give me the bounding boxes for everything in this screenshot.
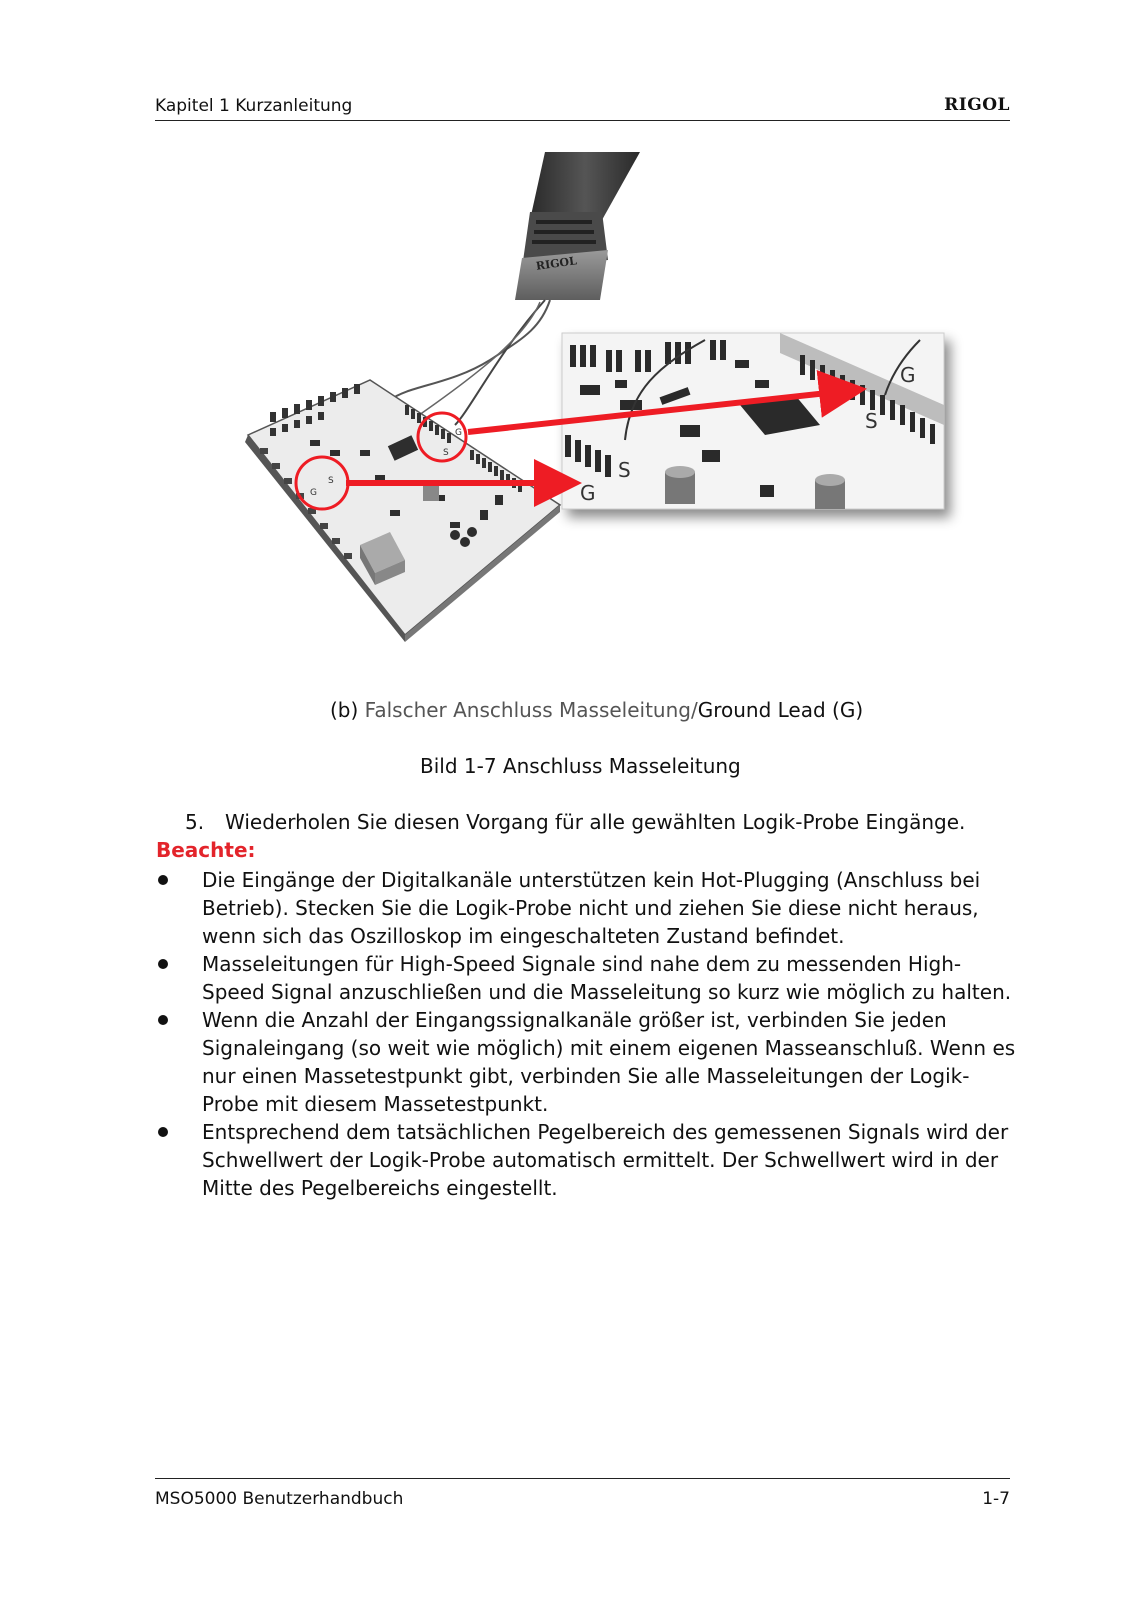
bullet-text: Masseleitungen für High-Speed Signale sind nahe dem zu messenden High-Speed Signal anzuschließen und die Masseleitung so kurz wie möglich zu halten. <box>202 952 1012 1004</box>
note-list <box>156 866 1016 1202</box>
note-title: Beachte: <box>156 838 256 862</box>
label-g-small-2: G <box>455 428 462 438</box>
bullet-text: Wenn die Anzahl der Eingangssignalkanäle größer ist, verbinden Sie jeden Signaleingang (so weit wie möglich) mit einem eigenen Masseanschluß. Wenn es nur einen Massetestpunkt gibt, verbinden Sie alle Masseleitungen der Logik-Probe mit diesem Massetestpunkt. <box>202 1008 1016 1116</box>
list-item <box>156 1006 1016 1118</box>
label-g-small-1: G <box>310 488 317 498</box>
bullet-icon <box>158 875 168 885</box>
label-s-small-2: S <box>443 448 449 458</box>
page-footer <box>155 1478 1010 1509</box>
step-5 <box>185 810 965 834</box>
ribbon-cable <box>530 152 640 220</box>
pcb-board <box>245 380 560 642</box>
manual-title: MSO5000 Benutzerhandbuch <box>155 1489 404 1509</box>
probe-board-illustration <box>240 150 1020 660</box>
bullet-icon <box>158 1015 168 1025</box>
probe-logo: RIGOL <box>535 254 578 273</box>
label-g-zoom-1: G <box>900 363 916 387</box>
ground-lead-figure <box>240 150 1020 660</box>
signal-wire <box>390 300 550 400</box>
caption-rest: Ground Lead (G) <box>697 698 864 722</box>
bullet-icon <box>158 959 168 969</box>
label-s-small-1: S <box>328 476 334 486</box>
page-number: 1-7 <box>982 1489 1010 1509</box>
chapter-title: Kapitel 1 Kurzanleitung <box>155 96 353 116</box>
figure-caption-b <box>330 698 863 722</box>
zoom-capacitor-2 <box>815 474 845 509</box>
bullet-icon <box>158 1127 168 1137</box>
page-header <box>155 92 1010 121</box>
list-item <box>156 866 1016 950</box>
step-text: Wiederholen Sie diesen Vorgang für alle gewählten Logik-Probe Eingänge. <box>225 810 966 834</box>
brand-logo: RIGOL <box>944 95 1010 115</box>
caption-grey: Falscher Anschluss Masseleitung/ <box>364 698 698 722</box>
label-s-zoom-2: S <box>618 458 631 482</box>
bullet-text: Die Eingänge der Digitalkanäle unterstützen kein Hot-Plugging (Anschluss bei Betrieb). Stecken Sie die Logik-Probe nicht und ziehen Sie diese nicht heraus, wenn sich das Oszilloskop im eingeschalteten Zustand befindet. <box>202 868 981 948</box>
label-g-zoom-2: G <box>580 481 596 505</box>
caption-prefix: (b) <box>330 698 365 722</box>
list-item <box>156 1118 1016 1202</box>
zoom-capacitor-1 <box>665 466 695 504</box>
probe-pod <box>515 212 608 300</box>
label-s-zoom-1: S <box>865 409 878 433</box>
step-number: 5. <box>185 810 205 834</box>
list-item <box>156 950 1016 1006</box>
figure-title: Bild 1-7 Anschluss Masseleitung <box>420 754 741 778</box>
bullet-text: Entsprechend dem tatsächlichen Pegelbereich des gemessenen Signals wird der Schwellwert der Logik-Probe automatisch ermittelt. Der Schwellwert wird in der Mitte des Pegelbereichs eingestellt. <box>202 1120 1009 1200</box>
